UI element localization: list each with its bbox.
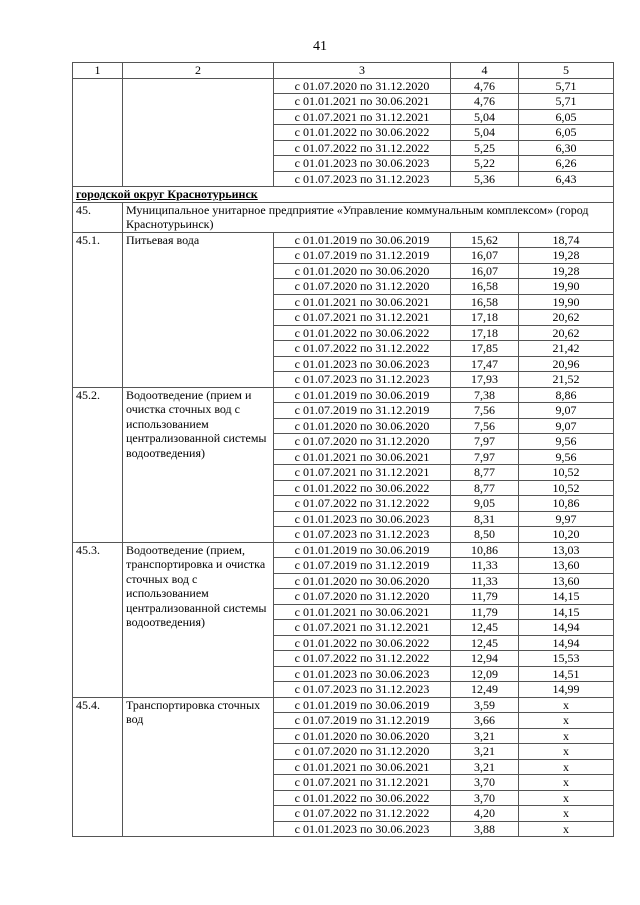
tariff-without-vat-cell: 8,77 (451, 480, 519, 496)
period-cell: с 01.01.2021 по 30.06.2021 (274, 604, 451, 620)
tariff-without-vat-cell: 11,79 (451, 589, 519, 605)
tariff-with-vat-cell: 6,26 (519, 156, 614, 172)
tariff-with-vat-cell: 5,71 (519, 78, 614, 94)
period-cell: с 01.01.2022 по 30.06.2022 (274, 125, 451, 141)
tariff-without-vat-cell: 10,86 (451, 542, 519, 558)
period-cell: с 01.07.2020 по 31.12.2020 (274, 434, 451, 450)
period-cell: с 01.07.2023 по 31.12.2023 (274, 527, 451, 543)
tariff-without-vat-cell: 7,97 (451, 434, 519, 450)
tariff-with-vat-cell: 14,99 (519, 682, 614, 698)
tariff-without-vat-cell: 17,18 (451, 325, 519, 341)
table-row (73, 542, 614, 558)
period-cell: с 01.01.2021 по 30.06.2021 (274, 294, 451, 310)
period-cell: с 01.07.2022 по 31.12.2022 (274, 806, 451, 822)
period-cell: с 01.01.2022 по 30.06.2022 (274, 635, 451, 651)
tariff-with-vat-cell: 6,05 (519, 125, 614, 141)
period-cell: с 01.01.2023 по 30.06.2023 (274, 821, 451, 837)
tariff-without-vat-cell: 17,85 (451, 341, 519, 357)
period-cell: с 01.01.2019 по 30.06.2019 (274, 697, 451, 713)
tariff-without-vat-cell: 3,21 (451, 759, 519, 775)
tariff-without-vat-cell: 3,59 (451, 697, 519, 713)
tariff-with-vat-cell: 9,07 (519, 403, 614, 419)
period-cell: с 01.01.2023 по 30.06.2023 (274, 156, 451, 172)
period-cell: с 01.07.2019 по 31.12.2019 (274, 558, 451, 574)
page-number: 41 (313, 39, 327, 54)
tariff-without-vat-cell: 17,93 (451, 372, 519, 388)
tariff-with-vat-cell: 9,97 (519, 511, 614, 527)
tariff-with-vat-cell: х (519, 775, 614, 791)
tariff-with-vat-cell: 6,05 (519, 109, 614, 125)
tariff-with-vat-cell: х (519, 806, 614, 822)
period-cell: с 01.07.2022 по 31.12.2022 (274, 496, 451, 512)
tariff-without-vat-cell: 3,70 (451, 775, 519, 791)
period-cell: с 01.01.2019 по 30.06.2019 (274, 542, 451, 558)
tariff-without-vat-cell: 17,47 (451, 356, 519, 372)
item-name-cell (123, 78, 274, 187)
period-cell: с 01.01.2021 по 30.06.2021 (274, 759, 451, 775)
period-cell: с 01.01.2020 по 30.06.2020 (274, 573, 451, 589)
period-cell: с 01.07.2022 по 31.12.2022 (274, 651, 451, 667)
section-row (73, 187, 614, 203)
tariff-without-vat-cell: 9,05 (451, 496, 519, 512)
tariff-without-vat-cell: 12,49 (451, 682, 519, 698)
table-row (73, 697, 614, 713)
period-cell: с 01.07.2019 по 31.12.2019 (274, 713, 451, 729)
period-cell: с 01.01.2022 по 30.06.2022 (274, 790, 451, 806)
item-number-cell: 45.4. (73, 697, 123, 837)
period-cell: с 01.01.2023 по 30.06.2023 (274, 511, 451, 527)
period-cell: с 01.01.2019 по 30.06.2019 (274, 232, 451, 248)
tariff-with-vat-cell: 10,20 (519, 527, 614, 543)
period-cell: с 01.07.2020 по 31.12.2020 (274, 279, 451, 295)
tariff-with-vat-cell: 19,28 (519, 248, 614, 264)
tariff-without-vat-cell: 5,25 (451, 140, 519, 156)
period-cell: с 01.07.2021 по 31.12.2021 (274, 620, 451, 636)
tariff-with-vat-cell: х (519, 790, 614, 806)
item-number-cell: 45.2. (73, 387, 123, 542)
period-cell: с 01.07.2019 по 31.12.2019 (274, 403, 451, 419)
tariff-with-vat-cell: 5,71 (519, 94, 614, 110)
period-cell: с 01.01.2021 по 30.06.2021 (274, 449, 451, 465)
period-cell: с 01.07.2020 по 31.12.2020 (274, 744, 451, 760)
item-number-cell (73, 78, 123, 187)
period-cell: с 01.01.2022 по 30.06.2022 (274, 480, 451, 496)
item-name-cell: Питьевая вода (123, 232, 274, 387)
period-cell: с 01.07.2023 по 31.12.2023 (274, 372, 451, 388)
tariff-without-vat-cell: 11,79 (451, 604, 519, 620)
item-name-cell: Водоотведение (прием и очистка сточных вод с использованием централизованной системы водоотведения) (123, 387, 274, 542)
tariff-without-vat-cell: 8,31 (451, 511, 519, 527)
table-header-row (73, 63, 614, 79)
tariff-without-vat-cell: 3,21 (451, 744, 519, 760)
tariff-without-vat-cell: 4,20 (451, 806, 519, 822)
item-name-cell: Транспортировка сточных вод (123, 697, 274, 837)
tariff-with-vat-cell: х (519, 744, 614, 760)
table-row (73, 78, 614, 94)
tariff-with-vat-cell: 14,51 (519, 666, 614, 682)
period-cell: с 01.01.2021 по 30.06.2021 (274, 94, 451, 110)
tariff-without-vat-cell: 3,21 (451, 728, 519, 744)
tariff-with-vat-cell: 14,15 (519, 589, 614, 605)
tariff-without-vat-cell: 12,45 (451, 635, 519, 651)
item-number-cell: 45.3. (73, 542, 123, 697)
tariff-without-vat-cell: 16,58 (451, 279, 519, 295)
tariff-with-vat-cell: 13,03 (519, 542, 614, 558)
period-cell: с 01.07.2022 по 31.12.2022 (274, 140, 451, 156)
tariff-without-vat-cell: 12,45 (451, 620, 519, 636)
organization-row (73, 202, 614, 232)
tariff-with-vat-cell: х (519, 713, 614, 729)
tariff-with-vat-cell: 10,52 (519, 465, 614, 481)
tariff-without-vat-cell: 3,88 (451, 821, 519, 837)
tariff-with-vat-cell: 14,15 (519, 604, 614, 620)
tariff-without-vat-cell: 3,66 (451, 713, 519, 729)
tariff-with-vat-cell: 14,94 (519, 620, 614, 636)
tariff-with-vat-cell: х (519, 759, 614, 775)
period-cell: с 01.07.2022 по 31.12.2022 (274, 341, 451, 357)
period-cell: с 01.07.2020 по 31.12.2020 (274, 589, 451, 605)
tariff-with-vat-cell: х (519, 728, 614, 744)
tariff-without-vat-cell: 5,36 (451, 171, 519, 187)
tariff-without-vat-cell: 7,38 (451, 387, 519, 403)
period-cell: с 01.07.2021 по 31.12.2021 (274, 775, 451, 791)
tariff-with-vat-cell: 9,07 (519, 418, 614, 434)
tariff-without-vat-cell: 17,18 (451, 310, 519, 326)
tariff-with-vat-cell: 9,56 (519, 449, 614, 465)
item-number-cell: 45.1. (73, 232, 123, 387)
period-cell: с 01.07.2021 по 31.12.2021 (274, 310, 451, 326)
tariff-table (72, 62, 614, 837)
period-cell: с 01.01.2019 по 30.06.2019 (274, 387, 451, 403)
tariff-without-vat-cell: 12,09 (451, 666, 519, 682)
period-cell: с 01.01.2022 по 30.06.2022 (274, 325, 451, 341)
column-header: 1 (73, 63, 123, 79)
tariff-without-vat-cell: 11,33 (451, 558, 519, 574)
tariff-with-vat-cell: 6,30 (519, 140, 614, 156)
table-row (73, 387, 614, 403)
period-cell: с 01.07.2020 по 31.12.2020 (274, 78, 451, 94)
tariff-with-vat-cell: х (519, 821, 614, 837)
tariff-with-vat-cell: 15,53 (519, 651, 614, 667)
tariff-with-vat-cell: 19,90 (519, 294, 614, 310)
section-title: городской округ Краснотурьинск (73, 187, 614, 203)
tariff-without-vat-cell: 12,94 (451, 651, 519, 667)
period-cell: с 01.01.2023 по 30.06.2023 (274, 666, 451, 682)
period-cell: с 01.07.2021 по 31.12.2021 (274, 109, 451, 125)
tariff-without-vat-cell: 8,50 (451, 527, 519, 543)
tariff-without-vat-cell: 5,22 (451, 156, 519, 172)
column-header: 3 (274, 63, 451, 79)
tariff-without-vat-cell: 11,33 (451, 573, 519, 589)
tariff-without-vat-cell: 5,04 (451, 109, 519, 125)
tariff-with-vat-cell: 14,94 (519, 635, 614, 651)
column-header: 4 (451, 63, 519, 79)
tariff-with-vat-cell: 6,43 (519, 171, 614, 187)
item-name-cell: Водоотведение (прием, транспортировка и очистка сточных вод с использованием централизованной системы водоотведения) (123, 542, 274, 697)
tariff-without-vat-cell: 5,04 (451, 125, 519, 141)
tariff-without-vat-cell: 4,76 (451, 78, 519, 94)
organization-number: 45. (73, 202, 123, 232)
tariff-with-vat-cell: 19,28 (519, 263, 614, 279)
tariff-without-vat-cell: 4,76 (451, 94, 519, 110)
column-header: 2 (123, 63, 274, 79)
tariff-without-vat-cell: 3,70 (451, 790, 519, 806)
tariff-without-vat-cell: 8,77 (451, 465, 519, 481)
period-cell: с 01.01.2023 по 30.06.2023 (274, 356, 451, 372)
tariff-with-vat-cell: 18,74 (519, 232, 614, 248)
tariff-with-vat-cell: 19,90 (519, 279, 614, 295)
tariff-with-vat-cell: 21,42 (519, 341, 614, 357)
table-row (73, 232, 614, 248)
period-cell: с 01.07.2023 по 31.12.2023 (274, 682, 451, 698)
period-cell: с 01.01.2020 по 30.06.2020 (274, 418, 451, 434)
period-cell: с 01.01.2020 по 30.06.2020 (274, 263, 451, 279)
tariff-without-vat-cell: 16,07 (451, 263, 519, 279)
tariff-with-vat-cell: 10,52 (519, 480, 614, 496)
period-cell: с 01.07.2023 по 31.12.2023 (274, 171, 451, 187)
tariff-with-vat-cell: 13,60 (519, 558, 614, 574)
tariff-without-vat-cell: 7,56 (451, 418, 519, 434)
period-cell: с 01.01.2020 по 30.06.2020 (274, 728, 451, 744)
tariff-with-vat-cell: 9,56 (519, 434, 614, 450)
tariff-with-vat-cell: 10,86 (519, 496, 614, 512)
tariff-without-vat-cell: 16,07 (451, 248, 519, 264)
tariff-without-vat-cell: 15,62 (451, 232, 519, 248)
tariff-without-vat-cell: 7,97 (451, 449, 519, 465)
tariff-with-vat-cell: 21,52 (519, 372, 614, 388)
organization-name: Муниципальное унитарное предприятие «Управление коммунальным комплексом» (город Краснотурьинск) (123, 202, 614, 232)
tariff-with-vat-cell: 20,96 (519, 356, 614, 372)
period-cell: с 01.07.2021 по 31.12.2021 (274, 465, 451, 481)
period-cell: с 01.07.2019 по 31.12.2019 (274, 248, 451, 264)
tariff-with-vat-cell: 13,60 (519, 573, 614, 589)
tariff-with-vat-cell: 8,86 (519, 387, 614, 403)
tariff-with-vat-cell: 20,62 (519, 325, 614, 341)
tariff-with-vat-cell: 20,62 (519, 310, 614, 326)
tariff-without-vat-cell: 7,56 (451, 403, 519, 419)
tariff-without-vat-cell: 16,58 (451, 294, 519, 310)
column-header: 5 (519, 63, 614, 79)
tariff-with-vat-cell: х (519, 697, 614, 713)
